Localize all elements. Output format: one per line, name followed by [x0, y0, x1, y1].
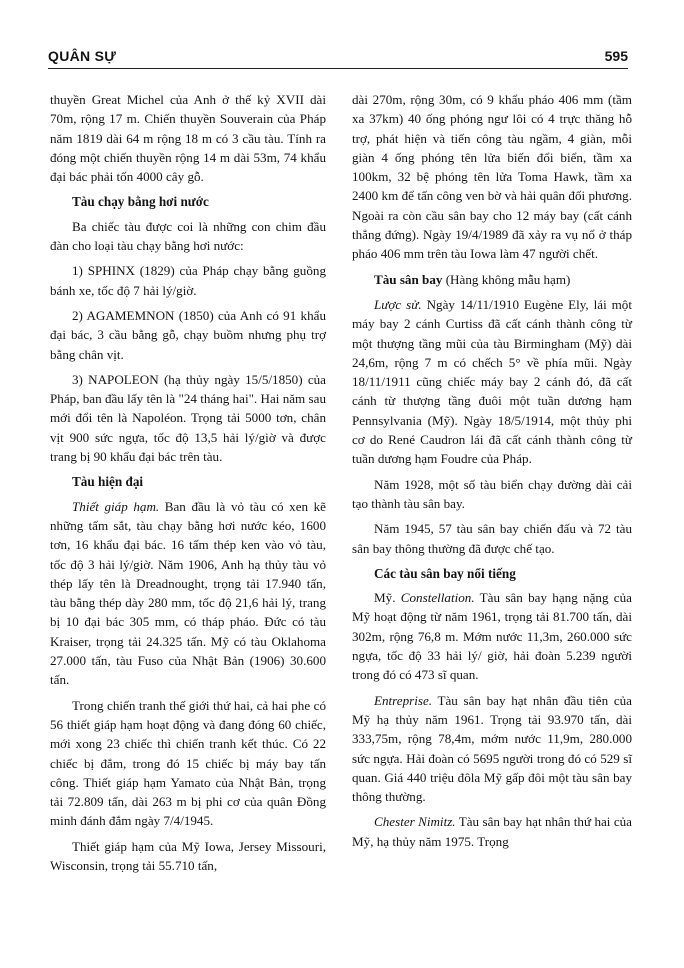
paragraph-text: Tàu sân bay hạt nhân thứ hai của Mỹ, hạ thủy năm 1975. Trọng	[352, 814, 632, 849]
paragraph-text: Ngày 14/11/1910 Eugène Ely, lái một máy bay 2 cánh Curtiss đã cất cánh thành công từ một thượng tầng mũi của tàu Birmingham (Mỹ) dài 24,6m, rộng 7 m có chếch 5° về phía mũi. Ngày 18/11/1911 cũng chiếc máy bay 2 cánh đó, đã cất cánh từ thượng tầng đuôi một tuần dương hạm Pennsylvania (Mỹ). Ngày 18/5/1914, một thủy phi cơ do René Caudron lái đã cất cánh thành công từ tuần dương hạm Foudre của Pháp.	[352, 296, 632, 467]
paragraph	[352, 812, 632, 851]
paragraph	[352, 295, 632, 469]
section-heading	[352, 270, 632, 289]
list-item: 3) NAPOLEON (hạ thủy ngày 15/5/1850) của Pháp, ban đầu lấy tên là "24 tháng hai". Hai năm sau mới đổi tên là Napoléon. Trọng tải 5000 tơn, chân vịt 900 sức ngựa, tốc độ 13,5 hải lý/giờ và được trang bị 90 khẩu đại bác trên tàu.	[50, 371, 326, 465]
heading-suffix: (Hàng không mẫu hạm)	[442, 271, 571, 287]
section-heading: Tàu hiện đại	[72, 474, 144, 490]
paragraph-text: Tàu sân bay hạt nhân đầu tiên của Mỹ hạ thủy năm 1961. Trọng tải 93.970 tấn, dài 333,75m, rộng 78,4m, mớm nước 11,9m, 280.000 sức ngựa. Hải đoàn có 5695 người trong đó có 529 sĩ quan. Giá 440 triệu đôla Mỹ gấp đôi một tàu sân bay thông thường.	[352, 692, 632, 805]
heading-bold: Tàu sân bay	[374, 271, 443, 287]
paragraph: Thiết giáp hạm của Mỹ Iowa, Jersey Missouri, Wisconsin, trọng tải 55.710 tấn,	[50, 838, 326, 873]
right-column	[352, 90, 632, 857]
paragraph: dài 270m, rộng 30m, có 9 khẩu pháo 406 mm (tầm xa 37km) 40 ống phóng ngư lôi có 4 trực thăng hỗ trợ, phát hiện và tiến công tàu ngầm, 4 giàn, mỗi giàn 4 ống phóng tên lửa biến đổi biển, tầm xa 100km, 32 bệ phóng tên lửa Toma Hawk, tầm xa 2400 km để tấn công ven bờ và hải quân đối phương. Ngoài ra còn cầu sân bay cho 12 máy bay (cất cánh thẳng đứng). Ngày 19/4/1989 đã xảy ra vụ nổ ở tháp pháo 406 mm trên tàu Iowa làm 47 người chết.	[352, 92, 632, 262]
italic-term: Thiết giáp hạm.	[72, 498, 160, 514]
section-heading: Tàu chạy bằng hơi nước	[72, 194, 209, 210]
paragraph-text: Tàu sân bay hạng nặng của Mỹ hoạt động từ năm 1961, trọng tải 81.700 tấn, dài 302m, rộng 76,8 m. Mớm nước 11,3m, 260.000 sức ngựa, tốc độ 33 hải lý/ giờ, hải đoàn 5.239 người trong đó có 473 sĩ quan.	[352, 590, 632, 683]
section-title: QUÂN SỰ	[48, 48, 117, 64]
left-column	[50, 90, 326, 881]
lead-word: Mỹ.	[374, 590, 401, 606]
list-item: 1) SPHINX (1829) của Pháp chạy bằng guồng bánh xe, tốc độ 7 hải lý/giờ.	[50, 263, 326, 298]
paragraph	[352, 691, 632, 807]
italic-term: Constellation.	[400, 590, 475, 606]
italic-term: Chester Nimitz.	[374, 814, 456, 830]
header-rule	[48, 68, 628, 69]
paragraph: Năm 1945, 57 tàu sân bay chiến đấu và 72 tàu sân bay thông thường đã được chế tạo.	[352, 521, 632, 556]
paragraph-text: Ban đầu là vỏ tàu có xen kẽ những tấm sắt, tàu chạy bằng hơi nước kéo, 1600 tơn, 16 khẩu đại bác. 16 tấm thép ken vào vỏ tàu, tốc độ 3 hải lý/giờ. Năm 1906, Anh hạ thủy tàu vỏ thép lấy tên là Dreadnought, trọng tải 17.940 tấn, tàu bằng thép dày 280 mm, tốc độ 21,6 hải lý, trang bị 10 đại bác 305 mm, có tháp pháo. Đức có tàu Kraiser, trọng tải 24.325 tấn. Mỹ có tàu Oklahoma 27.000 tấn, tàu Fuso của Nhật Bản (1906) 30.600 tấn.	[50, 498, 326, 688]
paragraph: thuyền Great Michel của Anh ở thế kỷ XVII dài 70m, rộng 17 m. Chiến thuyền Souverain của Pháp năm 1819 dài 64 m rộng 18 m có 3 cầu tàu. Tính ra đóng một chiến thuyền rộng 14 m dài 53m, 74 khẩu đại bác phải tốn 4000 cây gỗ.	[50, 92, 326, 185]
paragraph: Năm 1928, một số tàu biển chạy đường dài cải tạo thành tàu sân bay.	[352, 476, 632, 511]
list-item: 2) AGAMEMNON (1850) của Anh có 91 khẩu đại bác, 3 cầu bằng gỗ, chạy buồm nhưng phụ trợ bằng chân vịt.	[50, 307, 326, 362]
page-number: 595	[604, 48, 628, 64]
paragraph	[352, 588, 632, 684]
paragraph	[50, 497, 326, 690]
section-heading: Các tàu sân bay nổi tiếng	[374, 565, 516, 581]
paragraph: Ba chiếc tàu được coi là những con chim đầu đàn cho loại tàu chạy bằng hơi nước:	[50, 218, 326, 254]
page-header	[48, 46, 628, 70]
italic-term: Lược sử.	[374, 296, 422, 312]
paragraph: Trong chiến tranh thế giới thứ hai, cả hai phe có 56 thiết giáp hạm hoạt động và đang đóng 60 chiếc, mới xong 23 chiếc thì chiến tranh kết thúc. Có 22 chiếc bị đắm, trong đó 15 chiếc bị máy bay tấn công. Thiết giáp hạm Yamato của Nhật Bản, trọng tải 72.809 tấn, dài 263 m bị phi cơ của quân Đồng minh đánh đắm ngày 7/4/1945.	[50, 697, 326, 829]
italic-term: Entreprise.	[374, 692, 433, 708]
